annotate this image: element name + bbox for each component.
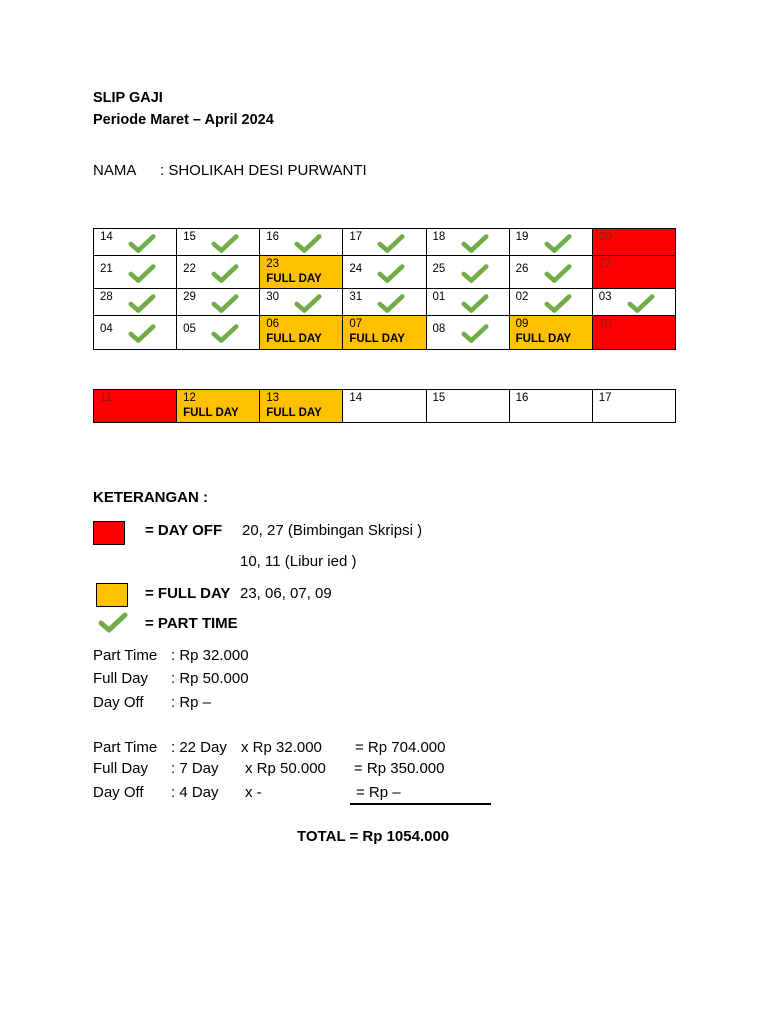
rate-part-time-value: : Rp 32.000 xyxy=(171,647,249,664)
calendar-cell xyxy=(426,229,509,256)
check-icon xyxy=(377,293,405,315)
rate-day-off-label: Day Off xyxy=(93,694,144,711)
check-icon xyxy=(461,233,489,255)
check-icon xyxy=(544,263,572,285)
name-label: NAMA xyxy=(93,162,137,179)
day-number: 25 xyxy=(432,263,446,275)
legend-heading: KETERANGAN : xyxy=(93,489,208,506)
calendar-cell xyxy=(426,256,509,289)
sum-underline xyxy=(350,803,491,805)
day-number: 16 xyxy=(266,231,280,243)
check-icon xyxy=(211,233,239,255)
attendance-calendar-continued xyxy=(93,389,676,423)
calendar-cell xyxy=(592,289,675,316)
full-day-dates: 23, 06, 07, 09 xyxy=(240,585,332,602)
calendar-cell xyxy=(94,229,177,256)
check-icon xyxy=(294,293,322,315)
day-number: 22 xyxy=(183,263,196,275)
calendar-cell xyxy=(260,229,343,256)
check-icon xyxy=(128,293,156,315)
day-number: 11 xyxy=(100,392,112,404)
calendar-cell xyxy=(509,289,592,316)
calendar-cell xyxy=(509,390,592,423)
calendar-cell xyxy=(177,316,260,350)
day-number: 30 xyxy=(266,291,280,303)
day-number: 21 xyxy=(100,263,113,275)
day-number: 16 xyxy=(515,392,529,404)
calendar-row xyxy=(94,229,676,256)
name-value: : SHOLIKAH DESI PURWANTI xyxy=(160,162,367,179)
calendar-cell xyxy=(94,256,177,289)
check-icon xyxy=(128,323,156,345)
calc-part-time-result: = Rp 704.000 xyxy=(355,739,446,756)
calendar-row xyxy=(94,316,676,350)
check-icon xyxy=(98,612,128,634)
check-icon xyxy=(627,293,655,315)
check-icon xyxy=(128,263,156,285)
day-number: 15 xyxy=(432,392,446,404)
full-day-tag: FULL DAY xyxy=(266,407,322,419)
calendar-cell xyxy=(177,256,260,289)
calendar-cell xyxy=(592,229,675,256)
day-number: 03 xyxy=(598,291,612,303)
day-number: 08 xyxy=(432,323,446,335)
day-number: 27 xyxy=(598,258,612,270)
check-icon xyxy=(461,263,489,285)
calc-full-day-rate: x Rp 50.000 xyxy=(245,760,326,777)
day-number: 29 xyxy=(183,291,196,303)
day-number: 12 xyxy=(183,392,196,404)
calc-day-off-rate: x - xyxy=(245,784,262,801)
day-off-swatch xyxy=(93,521,125,545)
calendar-cell xyxy=(260,316,343,350)
day-number: 19 xyxy=(515,231,529,243)
calendar-cell xyxy=(343,256,426,289)
calendar-cell xyxy=(592,390,675,423)
day-number: 23 xyxy=(266,258,280,270)
day-number: 18 xyxy=(432,231,446,243)
calendar-cell xyxy=(260,256,343,289)
calendar-cell xyxy=(94,289,177,316)
day-number: 14 xyxy=(100,231,113,243)
rate-day-off-value: : Rp – xyxy=(171,694,212,711)
calendar-cell xyxy=(426,390,509,423)
calendar-cell xyxy=(592,256,675,289)
calendar-cell xyxy=(426,289,509,316)
check-icon xyxy=(128,233,156,255)
calendar-cell xyxy=(177,390,260,423)
attendance-calendar xyxy=(93,228,676,350)
rate-full-day-value: : Rp 50.000 xyxy=(171,670,249,687)
calendar-cell xyxy=(94,390,177,423)
day-number: 07 xyxy=(349,318,363,330)
check-icon xyxy=(377,263,405,285)
full-day-tag: FULL DAY xyxy=(266,273,322,285)
day-number: 10 xyxy=(598,318,612,330)
full-day-label: = FULL DAY xyxy=(145,585,231,602)
calendar-cell xyxy=(343,390,426,423)
day-number: 15 xyxy=(183,231,196,243)
calendar-cell xyxy=(343,316,426,350)
full-day-swatch xyxy=(96,583,128,607)
calendar-cell xyxy=(509,256,592,289)
day-number: 17 xyxy=(598,392,612,404)
full-day-tag: FULL DAY xyxy=(183,407,239,419)
day-number: 04 xyxy=(100,323,113,335)
check-icon xyxy=(377,233,405,255)
calendar-cell xyxy=(260,289,343,316)
check-icon xyxy=(211,323,239,345)
day-number: 26 xyxy=(515,263,529,275)
day-number: 05 xyxy=(183,323,196,335)
calc-day-off-result: = Rp – xyxy=(356,784,401,801)
slip-title: SLIP GAJI xyxy=(93,90,163,106)
day-number: 28 xyxy=(100,291,113,303)
day-off-label: = DAY OFF xyxy=(145,522,223,539)
day-number: 06 xyxy=(266,318,280,330)
day-number: 02 xyxy=(515,291,529,303)
day-number: 09 xyxy=(515,318,529,330)
day-off-dates-2: 10, 11 (Libur ied ) xyxy=(240,553,357,570)
rate-part-time-label: Part Time xyxy=(93,647,158,664)
check-icon xyxy=(211,263,239,285)
calc-day-off-count: : 4 Day xyxy=(171,784,219,801)
calendar-cell xyxy=(426,316,509,350)
calc-full-day-result: = Rp 350.000 xyxy=(354,760,445,777)
check-icon xyxy=(461,293,489,315)
check-icon xyxy=(461,323,489,345)
calendar-row xyxy=(94,390,676,423)
calendar-cell xyxy=(509,316,592,350)
day-number: 01 xyxy=(432,291,446,303)
calendar-cell xyxy=(177,229,260,256)
calendar-cell xyxy=(343,289,426,316)
rate-full-day-label: Full Day xyxy=(93,670,149,687)
calendar-cell xyxy=(343,229,426,256)
day-number: 17 xyxy=(349,231,363,243)
calendar-cell xyxy=(177,289,260,316)
day-number: 24 xyxy=(349,263,363,275)
calendar-cell xyxy=(94,316,177,350)
calendar-row xyxy=(94,289,676,316)
check-icon xyxy=(294,233,322,255)
full-day-tag: FULL DAY xyxy=(266,333,322,345)
check-icon xyxy=(544,233,572,255)
calendar-cell xyxy=(509,229,592,256)
check-icon xyxy=(544,293,572,315)
calc-part-time-count: : 22 Day xyxy=(171,739,227,756)
calendar-row xyxy=(94,256,676,289)
day-number: 13 xyxy=(266,392,280,404)
day-number: 14 xyxy=(349,392,363,404)
part-time-label: = PART TIME xyxy=(145,615,238,632)
calendar-cell xyxy=(260,390,343,423)
day-number: 31 xyxy=(349,291,363,303)
day-off-dates-1: 20, 27 (Bimbingan Skripsi ) xyxy=(242,522,423,539)
check-icon xyxy=(211,293,239,315)
calc-full-day-label: Full Day xyxy=(93,760,149,777)
calc-part-time-rate: x Rp 32.000 xyxy=(241,739,322,756)
period-label: Periode Maret – April 2024 xyxy=(93,112,274,128)
calendar-cell xyxy=(592,316,675,350)
calc-full-day-count: : 7 Day xyxy=(171,760,219,777)
total-amount: TOTAL = Rp 1054.000 xyxy=(297,828,450,845)
calc-part-time-label: Part Time xyxy=(93,739,158,756)
full-day-tag: FULL DAY xyxy=(515,333,572,345)
calc-day-off-label: Day Off xyxy=(93,784,144,801)
full-day-tag: FULL DAY xyxy=(349,333,405,345)
day-number: 20 xyxy=(598,231,612,243)
